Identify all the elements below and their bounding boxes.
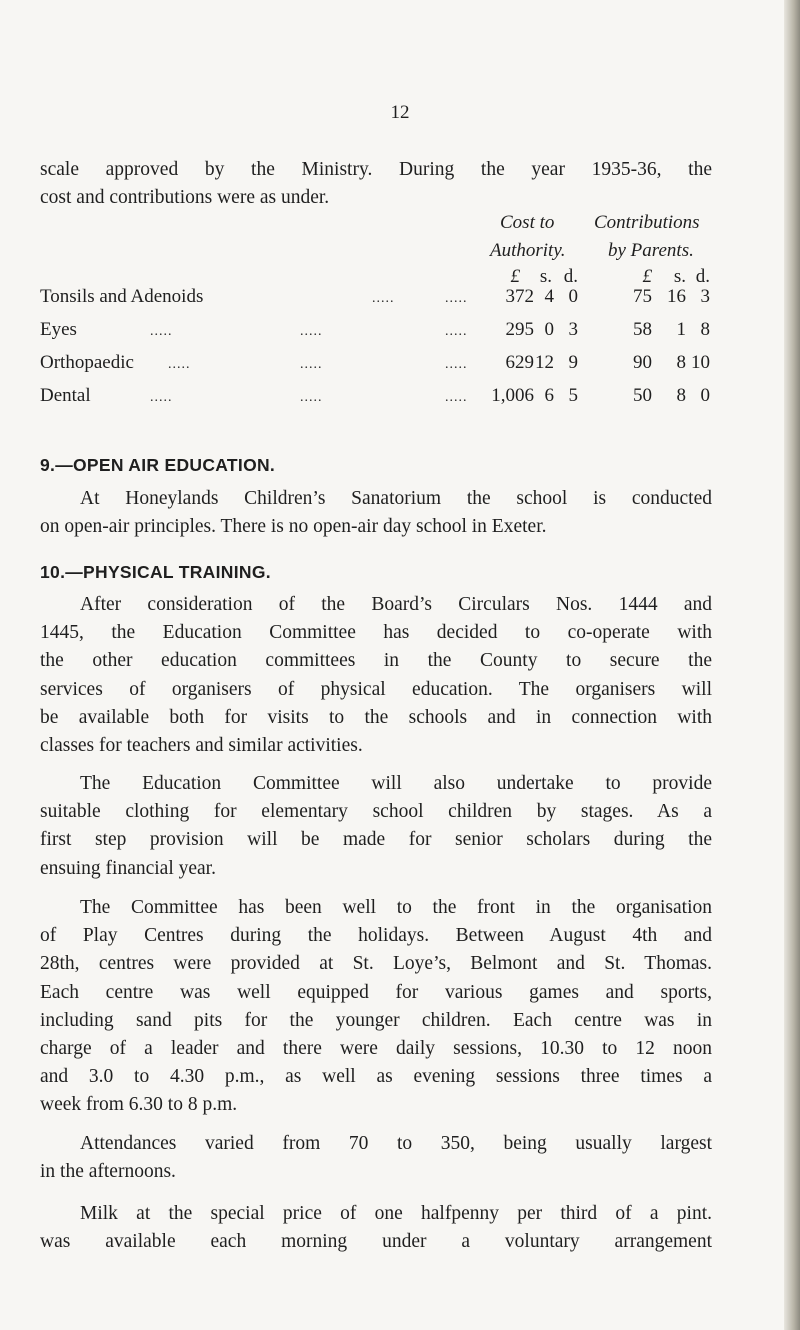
cost-pounds: 372 <box>505 286 534 307</box>
table-header-authority: Authority. <box>490 240 566 261</box>
text-line: including sand pits for the younger children. Each centre was in <box>40 1009 712 1031</box>
leader-dots: ..... <box>372 291 395 306</box>
table-header-cost: Cost to <box>500 212 555 233</box>
text-line: charge of a leader and there were daily sessions, 10.30 to 12 noon <box>40 1038 712 1060</box>
section10-paragraph-3 <box>40 894 712 1120</box>
text-line: suitable clothing for elementary school children by stages. As a <box>40 801 712 823</box>
leader-dots: ..... <box>445 291 468 306</box>
cost-pence: 5 <box>568 385 578 406</box>
leader-dots: ..... <box>300 390 323 405</box>
leader-dots: ..... <box>150 324 173 339</box>
section10-paragraph-2 <box>40 770 712 883</box>
leader-dots: ..... <box>168 357 191 372</box>
table-header-contributions: Contributions <box>594 212 700 233</box>
section9-paragraph <box>40 485 712 541</box>
text-line: Each centre was well equipped for various games and sports, <box>40 981 712 1003</box>
text-line: ensuing financial year. <box>40 857 216 879</box>
row-label: Eyes <box>40 319 77 340</box>
unit-pound-authority: £ <box>510 266 520 287</box>
text-line: classes for teachers and similar activities. <box>40 735 363 757</box>
leader-dots: ..... <box>300 324 323 339</box>
cost-pence: 0 <box>568 286 578 307</box>
intro-paragraph <box>40 156 712 212</box>
leader-dots: ..... <box>445 390 468 405</box>
section10-paragraph-1 <box>40 591 712 760</box>
text-line: Attendances varied from 70 to 350, being usually largest <box>80 1133 712 1154</box>
text-line: on open-air principles. There is no open-air day school in Exeter. <box>40 516 547 538</box>
text-line: 28th, centres were provided at St. Loye’s, Belmont and St. Thomas. <box>40 953 712 975</box>
cost-shillings: 12 <box>535 352 554 373</box>
unit-pence-authority: d. <box>563 266 578 287</box>
contrib-pence: 0 <box>700 385 710 406</box>
cost-pounds: 295 <box>505 319 534 340</box>
cost-shillings: 6 <box>544 385 554 406</box>
contrib-shillings: 16 <box>667 286 686 307</box>
text-line: The Committee has been well to the front in the organisation <box>80 897 712 918</box>
page-edge-shadow <box>784 0 800 1330</box>
text-line: week from 6.30 to 8 p.m. <box>40 1094 238 1116</box>
unit-pound-parents: £ <box>642 266 652 287</box>
contrib-shillings: 8 <box>676 352 686 373</box>
section-heading-physical-training: 10.—PHYSICAL TRAINING. <box>40 562 271 582</box>
text-line: 1445, the Education Committee has decided to co-operate with <box>40 622 712 644</box>
row-label: Tonsils and Adenoids <box>40 286 204 307</box>
contrib-pence: 8 <box>700 319 710 340</box>
cost-pounds: 1,006 <box>491 385 534 406</box>
cost-pence: 3 <box>568 319 578 340</box>
section10-paragraph-4 <box>40 1130 712 1186</box>
text-line: At Honeylands Children’s Sanatorium the school is conducted <box>80 488 712 509</box>
contrib-pounds: 58 <box>633 319 652 340</box>
text-line: Milk at the special price of one halfpenny per third of a pint. <box>80 1203 712 1224</box>
text-line: was available each morning under a voluntary arrangement <box>40 1231 712 1253</box>
contrib-pounds: 75 <box>633 286 652 307</box>
contrib-pence: 3 <box>700 286 710 307</box>
section10-paragraph-5 <box>40 1200 712 1256</box>
contrib-pounds: 50 <box>633 385 652 406</box>
row-label: Orthopaedic <box>40 352 134 373</box>
text-line: After consideration of the Board’s Circulars Nos. 1444 and <box>80 594 712 615</box>
text-line: cost and contributions were as under. <box>40 187 330 209</box>
leader-dots: ..... <box>300 357 323 372</box>
text-line: and 3.0 to 4.30 p.m., as well as evening sessions three times a <box>40 1066 712 1088</box>
unit-pence-parents: d. <box>695 266 710 287</box>
table-header-parents: by Parents. <box>608 240 694 261</box>
unit-shillings-parents: s. <box>673 266 686 287</box>
cost-shillings: 0 <box>544 319 554 340</box>
text-line: in the afternoons. <box>40 1161 176 1183</box>
leader-dots: ..... <box>445 324 468 339</box>
cost-pounds: 629 <box>505 352 534 373</box>
section-heading-open-air: 9.—OPEN AIR EDUCATION. <box>40 455 276 475</box>
text-line: of Play Centres during the holidays. Between August 4th and <box>40 925 712 947</box>
text-line: services of organisers of physical education. The organisers will <box>40 678 712 700</box>
contrib-shillings: 1 <box>676 319 686 340</box>
contrib-pounds: 90 <box>633 352 652 373</box>
cost-shillings: 4 <box>544 286 554 307</box>
text-line: scale approved by the Ministry. During the year 1935-36, the <box>40 159 712 180</box>
leader-dots: ..... <box>150 390 173 405</box>
text-line: the other education committees in the County to secure the <box>40 650 712 672</box>
contrib-shillings: 8 <box>676 385 686 406</box>
text-line: The Education Committee will also undertake to provide <box>80 773 712 794</box>
row-label: Dental <box>40 385 91 406</box>
contrib-pence: 10 <box>691 352 710 373</box>
unit-shillings-authority: s. <box>539 266 552 287</box>
text-line: be available both for visits to the schools and in connection with <box>40 706 712 728</box>
text-line: first step provision will be made for senior scholars during the <box>40 829 712 851</box>
leader-dots: ..... <box>445 357 468 372</box>
page-number: 12 <box>390 102 410 123</box>
cost-pence: 9 <box>568 352 578 373</box>
